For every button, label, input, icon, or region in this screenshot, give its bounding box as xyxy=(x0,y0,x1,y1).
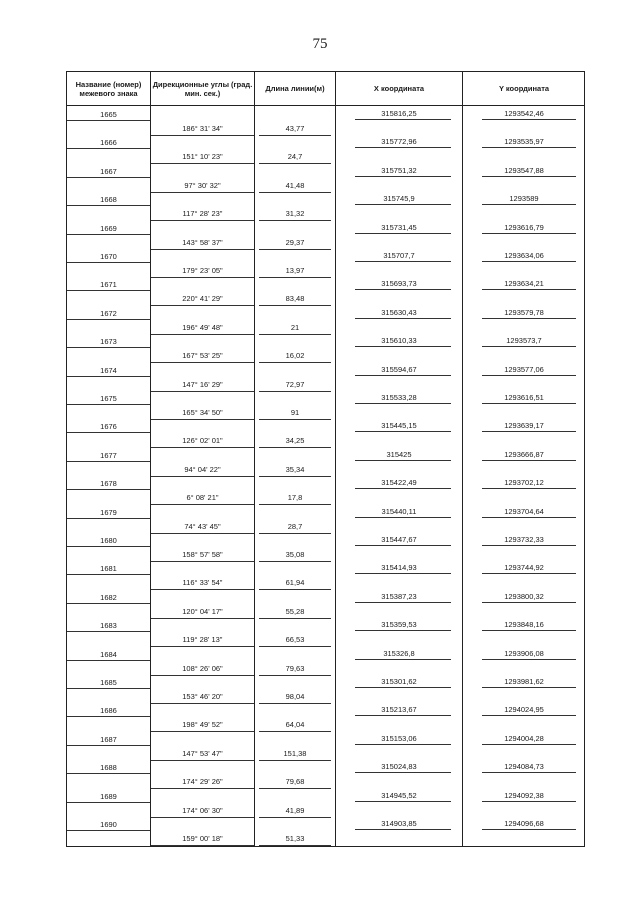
point-y: 1293547,88 xyxy=(504,165,544,175)
header-y: Y координата xyxy=(498,84,550,93)
point-y: 1293616,51 xyxy=(504,393,544,402)
row-line xyxy=(259,192,331,193)
point-name: 1687 xyxy=(100,734,117,744)
segment-length: 24,7 xyxy=(287,152,303,162)
row-line xyxy=(259,305,331,306)
point-y: 1293800,32 xyxy=(504,591,544,601)
row-line xyxy=(355,346,451,347)
row-line xyxy=(67,234,150,235)
point-x: 315359,53 xyxy=(381,620,417,630)
row-line xyxy=(151,845,254,846)
point-x: 315440,11 xyxy=(381,506,417,516)
point-y: 1294092,38 xyxy=(504,790,544,800)
segment-length: 28,7 xyxy=(287,521,303,531)
row-line xyxy=(482,801,576,802)
row-line xyxy=(151,646,254,647)
header-divider xyxy=(67,105,584,106)
point-x: 315751,32 xyxy=(381,165,417,175)
point-x: 315024,83 xyxy=(381,762,417,772)
point-y: 1294084,73 xyxy=(504,762,544,772)
point-name: 1675 xyxy=(100,394,117,403)
row-line xyxy=(67,489,150,490)
point-x: 315707,7 xyxy=(383,251,415,260)
row-line xyxy=(482,602,576,603)
row-line xyxy=(355,318,451,319)
page-number: 75 xyxy=(312,36,328,52)
row-line xyxy=(259,504,331,505)
row-line xyxy=(355,204,451,205)
coordinates-table xyxy=(66,71,585,847)
row-line xyxy=(151,391,254,392)
row-line xyxy=(482,119,576,120)
segment-angle: 119° 28' 13" xyxy=(182,635,223,645)
segment-length: 17,8 xyxy=(287,493,303,503)
row-line xyxy=(151,703,254,704)
point-x: 315213,67 xyxy=(381,705,417,715)
segment-angle: 159° 00' 18" xyxy=(182,834,223,843)
point-name: 1666 xyxy=(100,138,117,148)
point-x: 315414,93 xyxy=(381,563,417,573)
row-line xyxy=(355,289,451,290)
row-line xyxy=(482,261,576,262)
point-name: 1689 xyxy=(100,791,117,801)
row-line xyxy=(151,305,254,306)
point-y: 1293579,78 xyxy=(504,307,544,317)
row-line xyxy=(355,119,451,120)
point-name: 1681 xyxy=(100,564,117,574)
segment-angle: 147° 53' 47" xyxy=(182,748,223,758)
column-divider xyxy=(335,72,336,846)
point-y: 1293535,97 xyxy=(504,137,544,147)
point-name: 1669 xyxy=(100,223,117,233)
row-line xyxy=(259,220,331,221)
row-line xyxy=(259,249,331,250)
point-y: 1293573,7 xyxy=(506,336,542,346)
point-x: 315387,23 xyxy=(381,591,417,601)
row-line xyxy=(482,204,576,205)
row-line xyxy=(259,419,331,420)
point-x: 315816,25 xyxy=(381,109,417,118)
segment-length: 72,97 xyxy=(285,379,305,389)
row-line xyxy=(355,545,451,546)
point-x: 315731,45 xyxy=(381,222,417,232)
row-line xyxy=(482,659,576,660)
row-line xyxy=(355,659,451,660)
segment-length: 35,34 xyxy=(285,464,305,474)
point-name: 1682 xyxy=(100,592,117,602)
segment-angle: 151° 10' 23" xyxy=(182,152,223,162)
row-line xyxy=(355,517,451,518)
point-name: 1668 xyxy=(100,195,117,205)
row-line xyxy=(355,431,451,432)
row-line xyxy=(67,518,150,519)
segment-angle: 196° 49' 48" xyxy=(182,322,223,332)
point-x: 315301,62 xyxy=(381,677,417,686)
row-line xyxy=(259,135,331,136)
segment-length: 13,97 xyxy=(285,266,305,275)
row-line xyxy=(259,362,331,363)
row-line xyxy=(151,277,254,278)
row-line xyxy=(355,801,451,802)
row-line xyxy=(355,772,451,773)
row-line xyxy=(482,233,576,234)
point-name: 1679 xyxy=(100,507,117,517)
point-x: 315326,8 xyxy=(383,648,415,658)
row-line xyxy=(259,533,331,534)
point-y: 1293639,17 xyxy=(504,421,544,431)
row-line xyxy=(355,573,451,574)
segment-angle: 158° 57' 58" xyxy=(182,550,223,559)
segment-length: 79,63 xyxy=(285,663,305,673)
point-x: 315745,9 xyxy=(383,194,415,204)
row-line xyxy=(355,261,451,262)
column-divider xyxy=(462,72,463,846)
point-y: 1294096,68 xyxy=(504,819,544,828)
point-y: 1293666,87 xyxy=(504,449,544,459)
row-line xyxy=(482,772,576,773)
segment-angle: 94° 04' 22" xyxy=(184,464,221,474)
row-line xyxy=(67,347,150,348)
segment-angle: 174° 29' 26" xyxy=(182,777,223,787)
row-line xyxy=(67,290,150,291)
row-line xyxy=(67,574,150,575)
point-x: 314903,85 xyxy=(381,819,417,828)
segment-length: 79,68 xyxy=(285,777,305,787)
point-x: 315610,33 xyxy=(381,336,417,346)
row-line xyxy=(151,476,254,477)
point-name: 1670 xyxy=(100,252,117,261)
point-x: 315425 xyxy=(386,449,412,459)
row-line xyxy=(259,731,331,732)
row-line xyxy=(259,675,331,676)
row-line xyxy=(355,687,451,688)
row-line xyxy=(482,630,576,631)
row-line xyxy=(482,375,576,376)
segment-length: 98,04 xyxy=(285,692,305,701)
point-name: 1677 xyxy=(100,450,117,460)
row-line xyxy=(67,546,150,547)
row-line xyxy=(151,447,254,448)
segment-angle: 186° 31' 34" xyxy=(182,124,223,133)
row-line xyxy=(259,476,331,477)
point-name: 1686 xyxy=(100,706,117,716)
row-line xyxy=(151,504,254,505)
point-name: 1684 xyxy=(100,649,117,659)
point-y: 1293577,06 xyxy=(504,364,544,374)
row-line xyxy=(482,460,576,461)
point-y: 1293981,62 xyxy=(504,677,544,686)
row-line xyxy=(482,744,576,745)
row-line xyxy=(151,163,254,164)
point-x: 315693,73 xyxy=(381,279,417,289)
row-line xyxy=(67,461,150,462)
point-name: 1680 xyxy=(100,536,117,545)
row-line xyxy=(355,460,451,461)
point-y: 1293616,79 xyxy=(504,222,544,232)
row-line xyxy=(151,589,254,590)
segment-length: 21 xyxy=(290,322,300,332)
point-y: 1293702,12 xyxy=(504,478,544,488)
point-name: 1683 xyxy=(100,621,117,631)
row-line xyxy=(482,545,576,546)
row-line xyxy=(151,817,254,818)
row-line xyxy=(482,687,576,688)
row-line xyxy=(482,488,576,489)
row-line xyxy=(482,403,576,404)
segment-angle: 126° 02' 01" xyxy=(182,436,223,446)
header-x: X координата xyxy=(373,84,425,93)
row-line xyxy=(355,147,451,148)
row-line xyxy=(151,675,254,676)
row-line xyxy=(259,589,331,590)
row-line xyxy=(67,148,150,149)
row-line xyxy=(355,602,451,603)
row-line xyxy=(355,488,451,489)
row-line xyxy=(67,660,150,661)
point-name: 1690 xyxy=(100,820,117,829)
row-line xyxy=(259,277,331,278)
row-line xyxy=(482,573,576,574)
row-line xyxy=(151,135,254,136)
row-line xyxy=(355,375,451,376)
row-line xyxy=(67,802,150,803)
row-line xyxy=(151,561,254,562)
point-y: 1293744,92 xyxy=(504,563,544,573)
point-y: 1293589 xyxy=(509,194,539,204)
point-name: 1685 xyxy=(100,678,117,687)
point-x: 315445,15 xyxy=(381,421,417,431)
row-line xyxy=(259,334,331,335)
row-line xyxy=(67,773,150,774)
segment-angle: 6° 08' 21" xyxy=(186,493,219,503)
row-line xyxy=(259,163,331,164)
segment-length: 16,02 xyxy=(285,351,305,361)
segment-angle: 120° 04' 17" xyxy=(182,606,223,616)
row-line xyxy=(355,403,451,404)
point-x: 314945,52 xyxy=(381,790,417,800)
segment-angle: 198° 49' 52" xyxy=(182,720,223,730)
header-name: Название (номер) межевого знака xyxy=(75,79,142,98)
segment-length: 91 xyxy=(290,408,300,417)
row-line xyxy=(67,262,150,263)
segment-length: 35,08 xyxy=(285,550,305,559)
row-line xyxy=(259,618,331,619)
segment-length: 34,25 xyxy=(285,436,305,446)
row-line xyxy=(151,220,254,221)
point-name: 1667 xyxy=(100,166,117,176)
row-line xyxy=(67,432,150,433)
row-line xyxy=(67,120,150,121)
row-line xyxy=(259,646,331,647)
segment-length: 55,28 xyxy=(285,606,305,616)
point-x: 315630,43 xyxy=(381,307,417,317)
point-y: 1293732,33 xyxy=(504,535,544,544)
row-line xyxy=(259,561,331,562)
row-line xyxy=(151,618,254,619)
row-line xyxy=(151,788,254,789)
row-line xyxy=(259,391,331,392)
segment-length: 64,04 xyxy=(285,720,305,730)
segment-length: 61,94 xyxy=(285,578,305,588)
point-name: 1665 xyxy=(100,110,117,119)
point-y: 1293848,16 xyxy=(504,620,544,630)
row-line xyxy=(151,334,254,335)
row-line xyxy=(355,715,451,716)
row-line xyxy=(355,630,451,631)
point-name: 1678 xyxy=(100,479,117,489)
segment-angle: 167° 53' 25" xyxy=(182,351,223,361)
header-angle: Дирекционные углы (град. мин. сек.) xyxy=(152,79,253,98)
segment-angle: 108° 26' 06" xyxy=(182,663,223,673)
point-y: 1294024,95 xyxy=(504,705,544,715)
segment-angle: 147° 16' 29" xyxy=(182,379,223,389)
row-line xyxy=(151,731,254,732)
row-line xyxy=(482,346,576,347)
segment-angle: 153° 46' 20" xyxy=(182,692,223,701)
header-length: Длина линии(м) xyxy=(265,84,325,93)
segment-angle: 97° 30' 32" xyxy=(184,180,221,190)
point-y: 1293634,06 xyxy=(504,251,544,260)
row-line xyxy=(355,233,451,234)
row-line xyxy=(151,533,254,534)
row-line xyxy=(482,715,576,716)
segment-length: 51,33 xyxy=(285,834,305,843)
row-line xyxy=(259,817,331,818)
row-line xyxy=(67,688,150,689)
segment-length: 83,48 xyxy=(285,294,305,304)
row-line xyxy=(259,845,331,846)
row-line xyxy=(259,760,331,761)
row-line xyxy=(482,517,576,518)
row-line xyxy=(67,319,150,320)
row-line xyxy=(482,289,576,290)
row-line xyxy=(67,404,150,405)
row-line xyxy=(151,419,254,420)
row-line xyxy=(67,603,150,604)
segment-length: 43,77 xyxy=(285,124,305,133)
row-line xyxy=(482,431,576,432)
segment-angle: 220° 41' 29" xyxy=(182,294,223,304)
point-name: 1674 xyxy=(100,365,117,375)
point-name: 1671 xyxy=(100,280,117,290)
row-line xyxy=(482,318,576,319)
row-line xyxy=(151,760,254,761)
row-line xyxy=(67,830,150,831)
row-line xyxy=(355,829,451,830)
segment-length: 66,53 xyxy=(285,635,305,645)
point-name: 1673 xyxy=(100,337,117,347)
segment-angle: 143° 58' 37" xyxy=(182,237,223,247)
row-line xyxy=(482,147,576,148)
segment-angle: 116° 33' 54" xyxy=(182,578,223,588)
point-y: 1294004,28 xyxy=(504,733,544,743)
segment-length: 151,38 xyxy=(283,748,307,758)
row-line xyxy=(355,744,451,745)
point-x: 315594,67 xyxy=(381,364,417,374)
segment-length: 41,48 xyxy=(285,180,305,190)
row-line xyxy=(67,376,150,377)
row-line xyxy=(355,176,451,177)
segment-angle: 117° 28' 23" xyxy=(182,209,223,219)
point-x: 315153,06 xyxy=(381,733,417,743)
point-x: 315533,28 xyxy=(381,393,417,402)
row-line xyxy=(482,176,576,177)
point-x: 315447,67 xyxy=(381,535,417,544)
segment-length: 41,89 xyxy=(285,805,305,815)
point-y: 1293704,64 xyxy=(504,506,544,516)
point-x: 315422,49 xyxy=(381,478,417,488)
segment-angle: 74° 43' 45" xyxy=(184,521,221,531)
row-line xyxy=(67,716,150,717)
segment-length: 31,32 xyxy=(285,209,305,219)
row-line xyxy=(67,205,150,206)
segment-angle: 179° 23' 05" xyxy=(182,266,223,275)
row-line xyxy=(259,788,331,789)
segment-angle: 165° 34' 50" xyxy=(182,408,223,417)
point-name: 1676 xyxy=(100,422,117,432)
segment-length: 29,37 xyxy=(285,237,305,247)
row-line xyxy=(151,249,254,250)
point-name: 1672 xyxy=(100,308,117,318)
row-line xyxy=(259,447,331,448)
row-line xyxy=(67,177,150,178)
row-line xyxy=(67,745,150,746)
row-line xyxy=(482,829,576,830)
point-y: 1293542,46 xyxy=(504,109,544,118)
row-line xyxy=(151,192,254,193)
point-y: 1293906,08 xyxy=(504,648,544,658)
row-line xyxy=(151,362,254,363)
segment-angle: 174° 06' 30" xyxy=(182,805,223,815)
point-x: 315772,96 xyxy=(381,137,417,147)
point-name: 1688 xyxy=(100,763,117,773)
row-line xyxy=(67,631,150,632)
row-line xyxy=(259,703,331,704)
point-y: 1293634,21 xyxy=(504,279,544,289)
